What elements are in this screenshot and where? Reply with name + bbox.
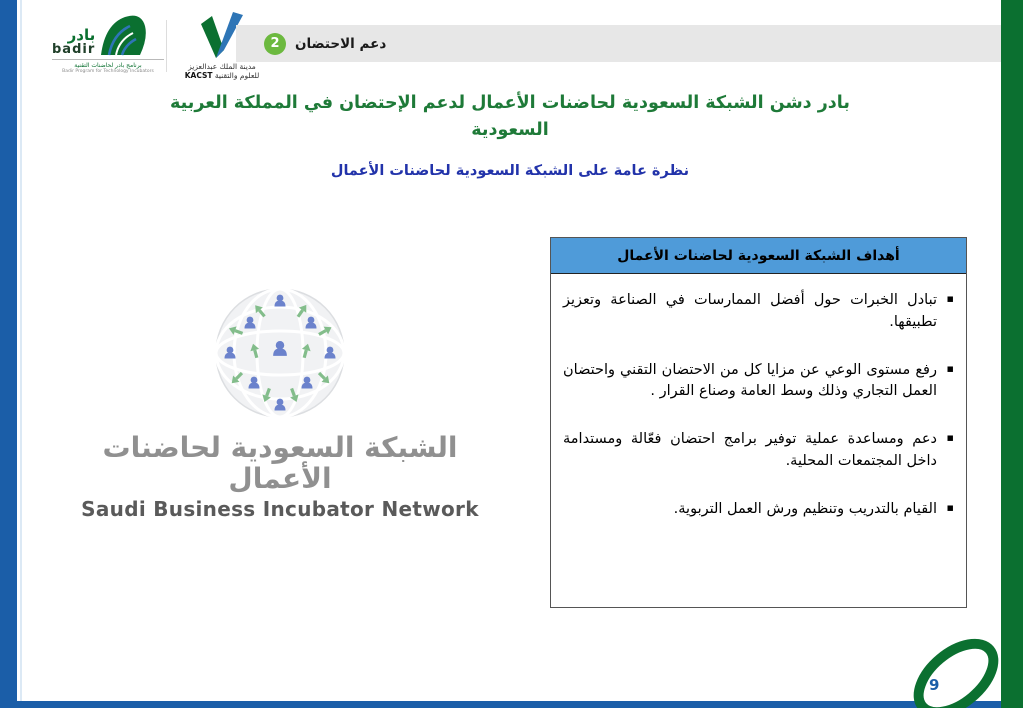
badir-swoosh-icon bbox=[99, 14, 149, 56]
badir-logo bbox=[52, 14, 164, 75]
sbin-logo-block bbox=[60, 283, 500, 521]
page-number-swoosh bbox=[899, 626, 1003, 708]
section-number-badge: 2 bbox=[264, 33, 286, 55]
objectives-table bbox=[550, 237, 967, 608]
bullet-square-icon: ▪ bbox=[946, 431, 954, 444]
page-number: 9 bbox=[929, 676, 940, 694]
objective-item-text: تبادل الخبرات حول أفضل الممارسات في الصناعة وتعزيز تطبيقها. bbox=[563, 292, 937, 330]
left-edge-bar bbox=[0, 0, 17, 704]
slide-title: بادر دشن الشبكة السعودية لحاضنات الأعمال لدعم الإحتضان في المملكة العربية السعودية bbox=[170, 93, 850, 141]
bullet-square-icon: ▪ bbox=[946, 500, 954, 514]
globe-network-logo bbox=[210, 283, 350, 423]
bullet-square-icon: ▪ bbox=[946, 292, 954, 305]
badir-logo-arabic-name: بادر bbox=[67, 26, 96, 44]
objective-item bbox=[563, 429, 954, 473]
sbin-name-english: Saudi Business Incubator Network bbox=[81, 496, 479, 521]
objective-item-text: رفع مستوى الوعي عن مزايا كل من الاحتضان التقني واحتضان العمل التجاري وذلك وسط العامة وصناع القرار . bbox=[563, 361, 937, 400]
badir-tagline-english: Badir Program for Technology Incubators bbox=[62, 69, 154, 75]
kacst-name-line2 bbox=[176, 71, 268, 80]
logo-separator-line bbox=[166, 20, 167, 72]
objective-item bbox=[563, 360, 954, 404]
objectives-table-header: أهداف الشبكة السعودية لحاضنات الأعمال bbox=[551, 238, 966, 274]
bullet-square-icon: ▪ bbox=[946, 361, 954, 375]
objective-item-text: دعم ومساعدة عملية توفير برامج احتضان فعّالة ومستدامة داخل المجتمعات المحلية. bbox=[563, 431, 937, 469]
objective-item bbox=[563, 499, 954, 521]
kacst-acronym: KACST bbox=[184, 71, 213, 81]
bottom-edge-bar bbox=[0, 701, 1023, 708]
section-label: دعم الاحتضان bbox=[295, 35, 387, 52]
right-edge-bar bbox=[1001, 0, 1023, 708]
objective-item-text: القيام بالتدريب وتنظيم ورش العمل التربوية. bbox=[673, 500, 937, 517]
badir-logo-divider bbox=[52, 59, 164, 75]
kacst-name-line1: مدينة الملك عبدالعزيز bbox=[188, 62, 256, 71]
section-tab-bar bbox=[236, 25, 1001, 62]
left-edge-accent-line bbox=[20, 0, 22, 704]
badir-logo-latin-name: badir bbox=[52, 42, 96, 57]
slide-subtitle: نظرة عامة على الشبكة السعودية لحاضنات الأعمال bbox=[330, 163, 690, 179]
badir-tagline-arabic: برنامج بادر لحاضنات التقنية bbox=[74, 62, 142, 69]
sbin-name-arabic: الشبكة السعودية لحاضنات الأعمال bbox=[102, 431, 458, 495]
objective-item bbox=[563, 290, 954, 334]
objectives-table-body bbox=[551, 274, 966, 520]
kacst-name-line2-text: للعلوم والتقنية bbox=[214, 71, 260, 81]
